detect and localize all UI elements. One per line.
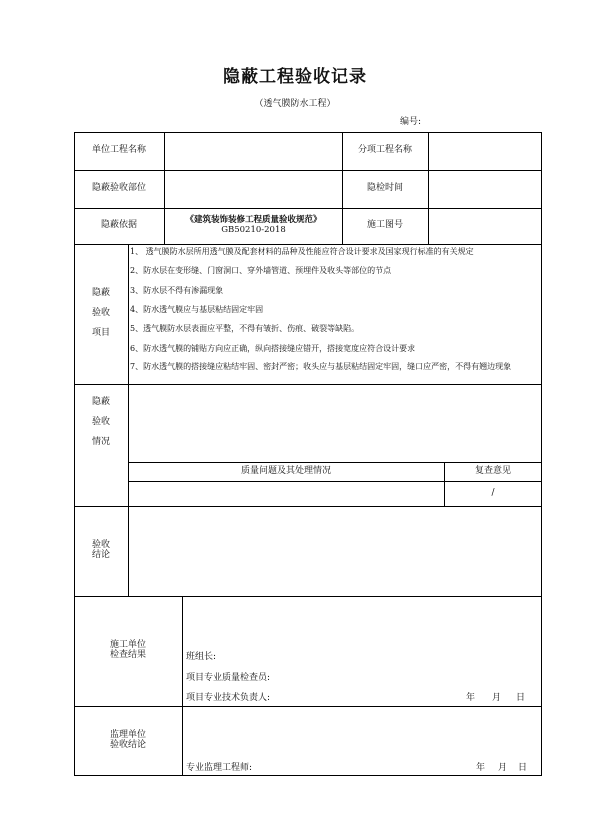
page-title: 隐蔽工程验收记录 — [223, 67, 367, 87]
inspection-time-field[interactable] — [429, 170, 542, 208]
review-opinion-header: 复查意见 — [474, 465, 511, 476]
hidden-part-label: 隐蔽验收部位 — [91, 183, 146, 194]
label-line: 验收 — [91, 540, 110, 551]
sub-project-label: 分项工程名称 — [357, 145, 412, 156]
quality-issue-field[interactable] — [129, 482, 444, 506]
basis-standard-code: GB50210-2018 — [221, 225, 286, 235]
label-line: 验收结论 — [109, 740, 146, 750]
supervision-engineer-label: 专业监理工程师: — [186, 763, 253, 773]
supervision-date-month: 月 — [498, 763, 508, 773]
drawing-no-label: 施工图号 — [366, 220, 403, 231]
situation-section-label — [74, 384, 128, 462]
acceptance-item: 3、防水层不得有渗漏现象 — [130, 286, 224, 295]
supervision-date-year: 年 — [476, 763, 486, 773]
label-line: 隐蔽 — [91, 288, 110, 299]
review-opinion-value: / — [491, 487, 495, 498]
supervision-section-label — [74, 706, 182, 776]
acceptance-item: 5、透气膜防水层表面应平整，不得有皱折、伤痕、破裂等缺陷。 — [130, 324, 360, 333]
label-line: 验收 — [91, 308, 110, 319]
unit-project-field[interactable] — [165, 132, 342, 170]
label-line: 检查结果 — [109, 650, 146, 660]
label-line: 结论 — [91, 550, 110, 560]
acceptance-item: 1、 透气膜防水层所用透气膜及配套材料的品种及性能应符合设计要求及国家现行标准的有关规定 — [130, 247, 474, 256]
basis-value — [165, 208, 342, 244]
page-subtitle: （透气膜防水工程） — [254, 99, 336, 109]
date-year-label: 年 — [466, 693, 476, 703]
situation-field[interactable] — [129, 384, 542, 462]
basis-standard-title: 《建筑装饰装修工程质量验收规范》 — [185, 215, 322, 226]
quality-issue-header: 质量问题及其处理情况 — [240, 465, 331, 476]
quality-inspector-label: 项目专业质量检查员: — [186, 673, 271, 683]
team-leader-label: 班组长: — [186, 652, 217, 662]
conclusion-section-label — [74, 506, 128, 596]
tech-lead-label: 项目专业技术负责人: — [186, 693, 271, 703]
supervision-date-day: 日 — [518, 763, 528, 773]
conclusion-field[interactable] — [129, 507, 542, 596]
acceptance-item: 4、防水透气膜应与基层粘结固定牢固 — [130, 305, 264, 314]
label-line: 情况 — [91, 436, 110, 447]
label-line: 项目 — [91, 327, 110, 338]
acceptance-item: 6、防水透气膜的铺贴方向应正确，纵向搭接缝应错开，搭接宽度应符合设计要求 — [130, 344, 416, 353]
basis-label: 隐蔽依据 — [100, 220, 137, 231]
date-day-label: 日 — [516, 693, 526, 703]
project-section-label — [74, 244, 128, 384]
construction-section-label — [74, 596, 182, 706]
label-line: 施工单位 — [109, 640, 146, 651]
sub-project-field[interactable] — [429, 132, 542, 170]
inspection-time-label: 隐检时间 — [366, 183, 403, 194]
row-divider — [74, 244, 542, 245]
hidden-part-field[interactable] — [165, 170, 342, 208]
label-line: 验收 — [91, 417, 110, 428]
acceptance-item: 7、防水透气膜的搭接缝应粘结牢固、密封严密；收头应与基层粘结固定牢固，缝口应严密，不得有翘边现象 — [130, 362, 512, 371]
drawing-no-field[interactable] — [429, 208, 542, 244]
label-line: 监理单位 — [109, 730, 146, 741]
column-divider — [182, 596, 183, 776]
date-month-label: 月 — [492, 693, 502, 703]
label-line: 隐蔽 — [91, 397, 110, 408]
unit-project-label: 单位工程名称 — [91, 145, 146, 156]
record-number-label: 编号: — [400, 117, 422, 127]
acceptance-item: 2、防水层在变形缝、门窗洞口、穿外墙管道、预埋件及收头等部位的节点 — [130, 266, 392, 275]
